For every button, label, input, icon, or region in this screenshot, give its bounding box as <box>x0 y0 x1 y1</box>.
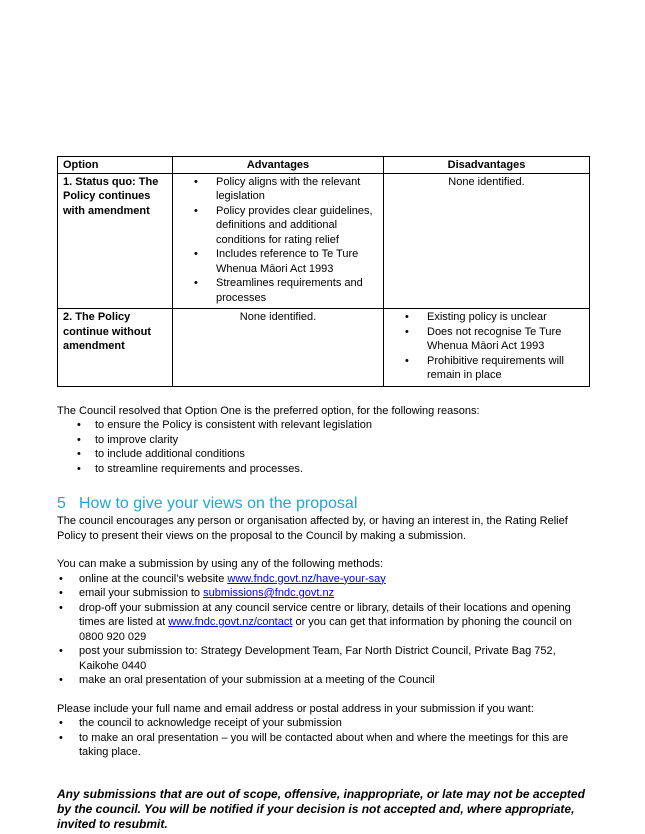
list-item: • Does not recognise Te Ture Whenua Māori Act 1993 <box>427 325 584 354</box>
dropoff-suffix-text: or you can get that information by phoning the council on 0800 920 029 <box>79 616 572 643</box>
section-title: How to give your views on the proposal <box>79 495 358 512</box>
section-intro: The council encourages any person or organisation affected by, or having an interest in, the Rating Relief Policy to present their views on the proposal to the Council by making a submission. <box>57 515 568 542</box>
option-line: Policy continues <box>63 190 151 202</box>
advantages-list <box>178 175 378 306</box>
option-line: amendment <box>63 340 125 352</box>
table-header-row <box>58 157 590 174</box>
list-item <box>57 572 589 587</box>
list-item: • Prohibitive requirements will remain in place <box>427 354 584 383</box>
list-item: • to streamline requirements and processes. <box>57 462 589 477</box>
submission-notice: Any submissions that are out of scope, offensive, inappropriate, or late may not be accepted by the council. You will be notified if your decision is not accepted and, where appropriate, invited to resubmit. <box>57 786 585 831</box>
header-advantages: Advantages <box>173 157 384 174</box>
list-item: • to improve clarity <box>57 433 589 448</box>
section-heading <box>57 494 589 514</box>
list-item: • Policy provides clear guidelines, definitions and additional conditions for rating relief <box>216 204 378 248</box>
list-item <box>57 586 589 601</box>
advantages-cell: None identified. <box>173 309 384 387</box>
option-line: 2. The Policy <box>63 311 131 323</box>
option-cell <box>58 309 173 387</box>
option-line: 1. Status quo: The <box>63 175 159 188</box>
list-item: • Policy aligns with the relevant legislation <box>216 175 378 204</box>
list-item: • Includes reference to Te Ture Whenua Māori Act 1993 <box>216 247 378 276</box>
list-item: • the council to acknowledge receipt of your submission <box>57 716 589 731</box>
option-line: continue without <box>63 325 151 338</box>
online-text: online at the council’s website <box>79 572 228 585</box>
email-text: email your submission to <box>79 587 204 599</box>
methods-intro: You can make a submission by using any of the following methods: <box>57 558 384 570</box>
reasons-list <box>57 418 589 476</box>
disadvantages-cell: None identified. <box>384 173 590 309</box>
document-page <box>57 156 589 832</box>
include-list <box>57 716 589 760</box>
list-item: • post your submission to: Strategy Development Team, Far North District Council, Private Bag 752, Kaikohe 0440 <box>57 644 589 673</box>
options-table <box>57 156 590 387</box>
table-row <box>58 309 590 387</box>
option-line: with amendment <box>63 204 150 217</box>
list-item: • make an oral presentation of your submission at a meeting of the Council <box>57 673 589 688</box>
contact-link[interactable]: www.fndc.govt.nz/contact <box>168 616 293 628</box>
list-item: • Streamlines requirements and processes <box>216 276 378 305</box>
section-number: 5 <box>57 495 66 512</box>
resolution-intro: The Council resolved that Option One is the preferred option, for the following reasons: <box>57 404 480 417</box>
table-row <box>58 173 590 309</box>
list-item: • Existing policy is unclear <box>427 310 584 325</box>
list-item: • to ensure the Policy is consistent with relevant legislation <box>57 418 589 433</box>
disadvantages-list <box>389 310 584 383</box>
advantages-cell <box>173 173 384 309</box>
email-link[interactable]: submissions@fndc.govt.nz <box>203 587 335 599</box>
disadvantages-cell <box>384 309 590 387</box>
option-cell <box>58 173 173 309</box>
list-item: • to make an oral presentation – you will be contacted about when and where the meetings for this are taking place. <box>57 731 589 760</box>
header-disadvantages: Disadvantages <box>384 157 590 174</box>
include-intro: Please include your full name and email address or postal address in your submission if you want: <box>57 702 534 715</box>
website-link[interactable]: www.fndc.govt.nz/have-your-say <box>227 572 386 585</box>
methods-list <box>57 572 589 688</box>
list-item <box>57 601 589 645</box>
header-option: Option <box>58 157 173 174</box>
dropoff-text: drop-off your submission at any council service centre or library, details of their locations and opening times are listed at <box>79 601 571 628</box>
list-item: • to include additional conditions <box>57 447 589 462</box>
